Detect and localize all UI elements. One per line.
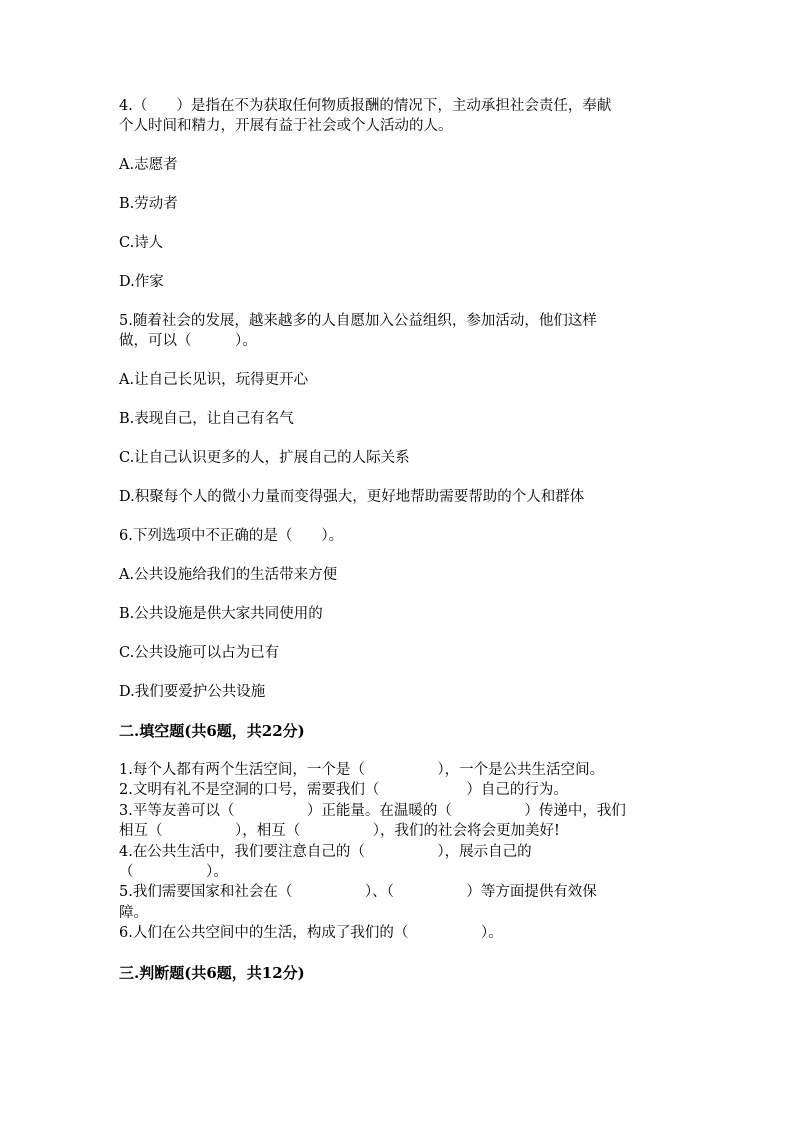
option-b: B.劳动者 (119, 196, 178, 212)
option-a: A.志愿者 (119, 157, 178, 173)
question-stem-line: 做，可以（ ）。 (119, 333, 257, 349)
option-c: C.公共设施可以占为已有 (119, 645, 280, 661)
fill-line: 6.人们在公共空间中的生活，构成了我们的（ ）。 (119, 925, 503, 942)
option-c: C.让自己认识更多的人，扩展自己的人际关系 (119, 450, 410, 466)
question-stem (119, 96, 679, 136)
section-title-judge: 三.判断题(共6题，共12分) (119, 963, 305, 982)
fill-line: 2.文明有礼不是空洞的口号，需要我们（ ）自己的行为。 (119, 782, 568, 799)
option-b: B.表现自己，让自己有名气 (119, 411, 294, 427)
question-5 (119, 311, 679, 507)
fill-questions (119, 760, 679, 944)
question-stem-line: 5.随着社会的发展，越来越多的人自愿加入公益组织，参加活动，他们这样 (119, 313, 597, 329)
fill-line: （ ）。 (119, 864, 228, 881)
fill-line: 4.在公共生活中，我们要注意自己的（ ），展示自己的 (119, 843, 532, 860)
fill-line: 相互（ ），相互（ ），我们的社会将会更加美好! (119, 823, 560, 840)
question-stem (119, 526, 679, 546)
fill-line: 障。 (119, 904, 148, 921)
option-d: D.我们要爱护公共设施 (119, 684, 266, 700)
option-d: D.积聚每个人的微小力量而变得强大，更好地帮助需要帮助的个人和群体 (119, 489, 585, 505)
option-d: D.作家 (119, 274, 164, 290)
question-4 (119, 96, 679, 292)
fill-line: 3.平等友善可以（ ）正能量。在温暖的（ ）传递中，我们 (119, 802, 626, 819)
option-a: A.让自己长见识，玩得更开心 (119, 372, 309, 388)
option-b: B.公共设施是供大家共同使用的 (119, 606, 323, 622)
question-stem (119, 311, 679, 351)
exam-page (119, 96, 679, 1002)
fill-line: 5.我们需要国家和社会在（ ）、（ ）等方面提供有效保 (119, 884, 597, 901)
option-a: A.公共设施给我们的生活带来方便 (119, 567, 338, 583)
section-title-fill: 二.填空题(共6题，共22分) (119, 722, 305, 740)
option-c: C.诗人 (119, 235, 164, 251)
fill-line: 1.每个人都有两个生活空间，一个是（ ），一个是公共生活空间。 (119, 762, 605, 778)
question-stem-line: 6.下列选项中不正确的是（ ）。 (119, 528, 344, 544)
question-stem-line: 个人时间和精力，开展有益于社会或个人活动的人。 (119, 118, 453, 134)
question-6 (119, 526, 679, 702)
question-stem-line: 4.（ ）是指在不为获取任何物质报酬的情况下，主动承担社会责任，奉献 (119, 98, 612, 114)
